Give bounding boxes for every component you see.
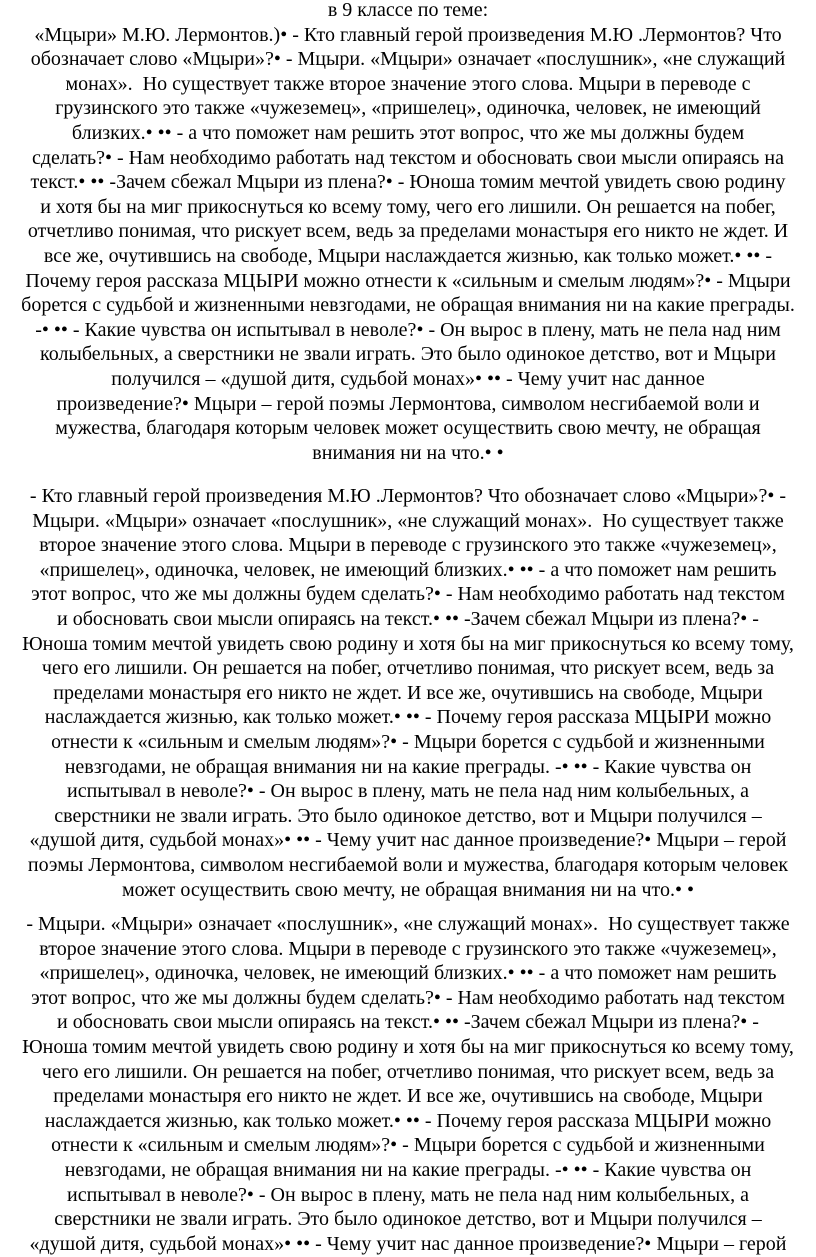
text-line: и хотя бы на миг прикоснуться ко всему тому, чего его лишили. Он решается на побег, xyxy=(40,195,776,218)
text-line: произведение?• Мцыри – герой поэмы Лермонтова, символом несгибаемой воли и xyxy=(56,392,760,415)
text-line: - Кто главный герой произведения М.Ю .Лермонтов? Что обозначает слово «Мцыри»?• - xyxy=(29,485,787,507)
text-line: получился – «душой дитя, судьбой монах»• •• - Чему учит нас данное xyxy=(111,367,705,390)
text-line: -• •• - Какие чувства он испытывал в неволе?• - Он вырос в плену, мать не пела над ним xyxy=(35,318,781,341)
text-line: поэмы Лермонтова, символом несгибаемой воли и мужества, благодаря которым человек xyxy=(27,853,789,876)
text-line: испытывал в неволе?• - Он вырос в плену, мать не пела над ним колыбельных, а xyxy=(66,1183,750,1206)
text-line: невзгодами, не обращая внимания ни на какие преграды. -• •• - Какие чувства он xyxy=(64,1158,752,1181)
text-line: наслаждается жизнью, как только может.• •• - Почему героя рассказа МЦЫРИ можно xyxy=(44,1109,772,1132)
text-line: отнести к «сильным и смелым людям»?• - Мцыри борется с судьбой и жизненными xyxy=(51,730,765,753)
text-line: «Мцыри» М.Ю. Лермонтов.)• - Кто главный герой произведения М.Ю .Лермонтов? Что xyxy=(34,23,782,46)
text-line: пределами монастыря его никто не ждет. И все же, очутившись на свободе, Мцыри xyxy=(53,681,763,704)
text-line: сделать?• - Нам необходимо работать над текстом и обосновать свои мысли опираясь на xyxy=(31,146,784,169)
text-block-1 xyxy=(2,0,814,465)
text-line: отчетливо понимая, что рискует всем, ведь за пределами монастыря его никто не ждет. И xyxy=(27,220,789,243)
text-line: в 9 классе по теме: xyxy=(327,0,489,21)
text-block-2 xyxy=(2,484,814,902)
text-block-3 xyxy=(2,912,814,1256)
text-line: наслаждается жизнью, как только может.• •• - Почему героя рассказа МЦЫРИ можно xyxy=(44,706,772,729)
text-line: борется с судьбой и жизненными невзгодами, не обращая внимания ни на какие преграды. xyxy=(21,294,795,317)
text-line: - Мцыри. «Мцыри» означает «послушник», «не служащий монах». Но существует также xyxy=(26,913,790,935)
text-line: отнести к «сильным и смелым людям»?• - Мцыри борется с судьбой и жизненными xyxy=(51,1134,765,1157)
text-line: грузинского это также «чужеземец», «пришелец», одиночка, человек, не имеющий xyxy=(55,97,761,120)
text-line: «душой дитя, судьбой монах»• •• - Чему учит нас данное произведение?• Мцыри – герой xyxy=(29,1232,787,1255)
text-line: может осуществить свою мечту, не обращая внимания ни на что.• • xyxy=(121,878,695,901)
text-line: обозначает слово «Мцыри»?• - Мцыри. «Мцыри» означает «послушник», «не служащий xyxy=(30,48,786,71)
text-line: чего его лишили. Он решается на побег, отчетливо понимая, что рискует всем, ведь за xyxy=(41,657,775,680)
text-line: второе значение этого слова. Мцыри в переводе с грузинского это также «чужеземец», xyxy=(39,937,777,960)
text-line: этот вопрос, что же мы должны будем сделать?• - Нам необходимо работать над текстом xyxy=(31,986,785,1009)
text-line: близких.• •• - а что поможет нам решить этот вопрос, что же мы должны будем xyxy=(71,121,745,144)
text-line: «пришелец», одиночка, человек, не имеющий близких.• •• - а что поможет нам решить xyxy=(39,962,777,985)
text-line: Юноша томим мечтой увидеть свою родину и хотя бы на миг прикоснуться ко всему тому, xyxy=(22,632,794,655)
text-line: монах». Но существует также второе значение этого слова. Мцыри в переводе с xyxy=(65,72,751,95)
text-line: «пришелец», одиночка, человек, не имеющий близких.• •• - а что поможет нам решить xyxy=(39,558,777,581)
text-line: испытывал в неволе?• - Он вырос в плену, мать не пела над ним колыбельных, а xyxy=(66,780,750,803)
text-line: текст.• •• -Зачем сбежал Мцыри из плена?• - Юноша томим мечтой увидеть свою родину xyxy=(30,171,786,194)
text-line: колыбельных, а сверстники не звали играть. Это было одинокое детство, вот и Мцыри xyxy=(40,343,776,366)
text-line: мужества, благодаря которым человек может осуществить свою мечту, не обращая xyxy=(55,417,761,440)
text-line: невзгодами, не обращая внимания ни на какие преграды. -• •• - Какие чувства он xyxy=(64,755,752,778)
text-line: сверстники не звали играть. Это было одинокое детство, вот и Мцыри получился – xyxy=(54,804,762,827)
text-line: сверстники не звали играть. Это было одинокое детство, вот и Мцыри получился – xyxy=(54,1208,762,1231)
text-line: и обосновать свои мысли опираясь на текст.• •• -Зачем сбежал Мцыри из плена?• - xyxy=(57,1011,759,1034)
text-line: «душой дитя, судьбой монах»• •• - Чему учит нас данное произведение?• Мцыри – герой xyxy=(29,829,787,852)
text-line: Мцыри. «Мцыри» означает «послушник», «не служащий монах». Но существует также xyxy=(32,509,784,532)
text-line: внимания ни на что.• • xyxy=(312,441,504,464)
text-line: этот вопрос, что же мы должны будем сделать?• - Нам необходимо работать над текстом xyxy=(31,583,785,606)
text-line: Юноша томим мечтой увидеть свою родину и хотя бы на миг прикоснуться ко всему тому, xyxy=(22,1035,794,1058)
text-line: второе значение этого слова. Мцыри в переводе с грузинского это также «чужеземец», xyxy=(39,534,777,557)
text-line: чего его лишили. Он решается на побег, отчетливо понимая, что рискует всем, ведь за xyxy=(41,1060,775,1083)
text-line: все же, очутившись на свободе, Мцыри наслаждается жизнью, как только может.• •• - xyxy=(43,244,773,267)
text-line: пределами монастыря его никто не ждет. И все же, очутившись на свободе, Мцыри xyxy=(53,1085,763,1108)
text-line: Почему героя рассказа МЦЫРИ можно отнести к «сильным и смелым людям»?• - Мцыри xyxy=(25,269,791,292)
text-line: и обосновать свои мысли опираясь на текст.• •• -Зачем сбежал Мцыри из плена?• - xyxy=(57,607,759,630)
